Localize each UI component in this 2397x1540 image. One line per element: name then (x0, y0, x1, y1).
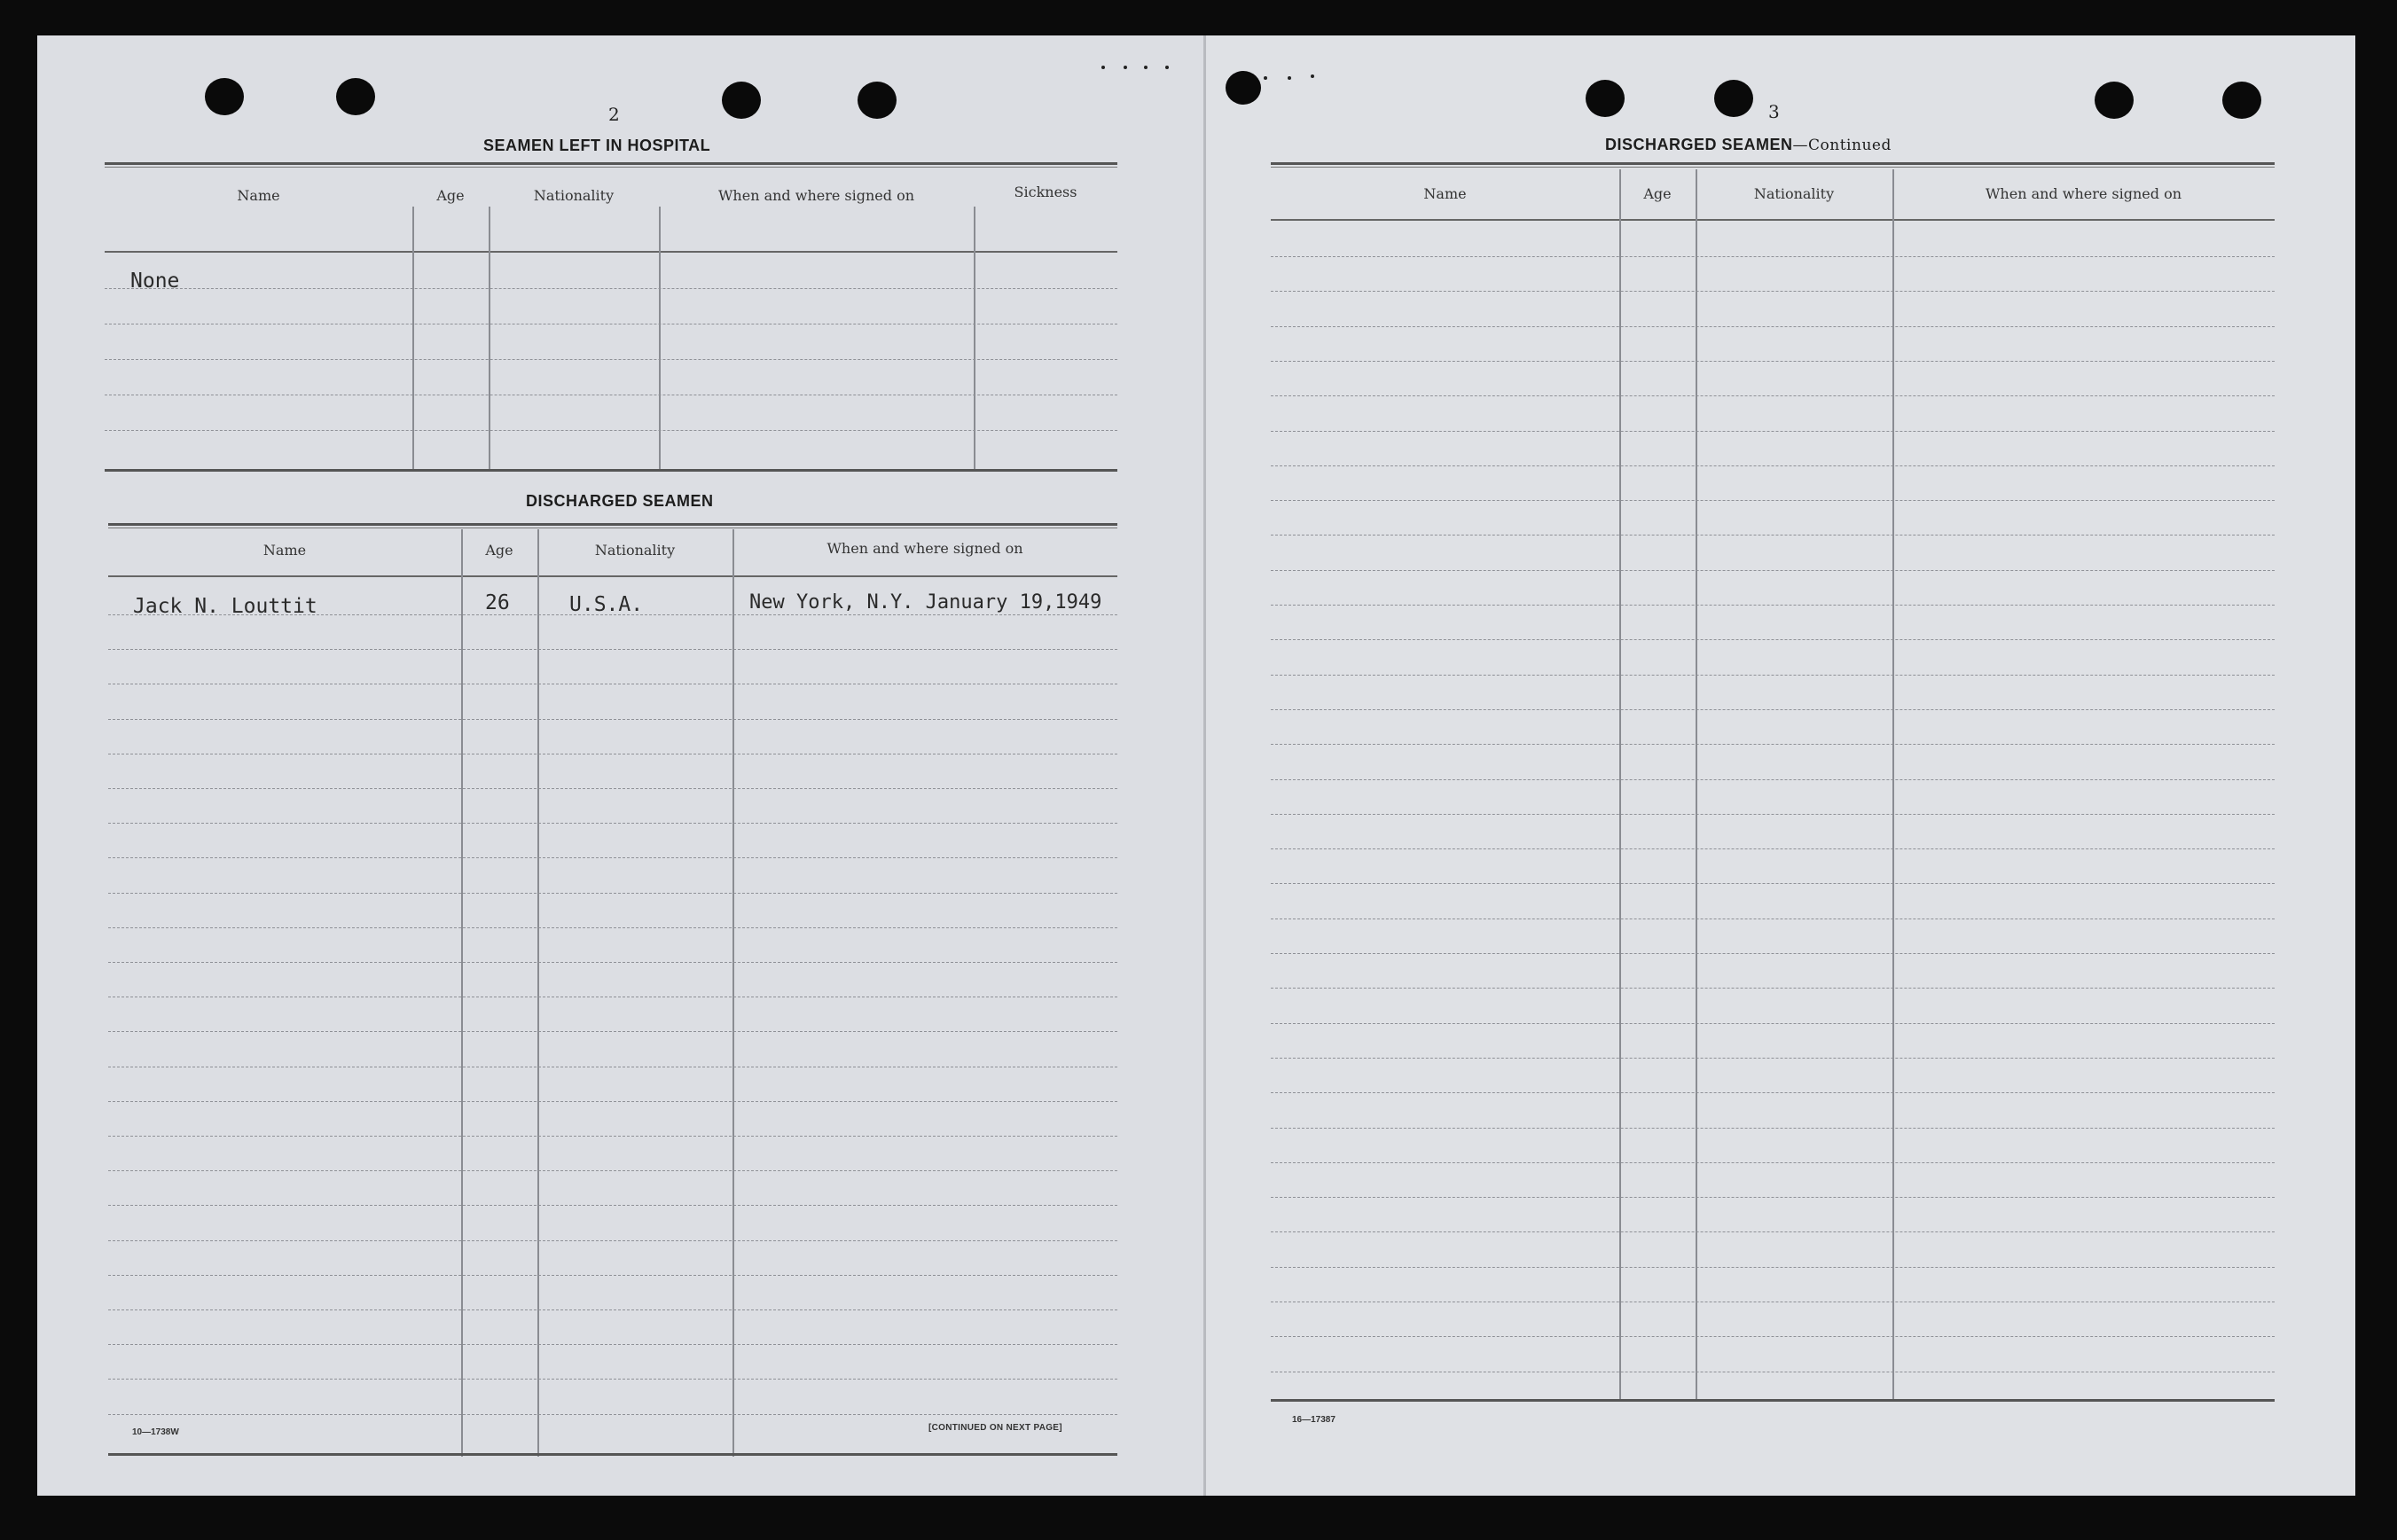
left-page (37, 35, 1203, 1496)
punch-hole (1714, 80, 1753, 117)
punch-hole (722, 82, 761, 119)
column-divider (732, 529, 734, 1457)
row-rule (108, 1309, 1117, 1310)
punch-hole (336, 78, 375, 115)
speck (1101, 66, 1105, 69)
page-number: 3 (1768, 101, 1780, 122)
row-rule (1271, 291, 2275, 292)
punch-hole (1586, 80, 1625, 117)
hospital-row-name: None (130, 270, 180, 293)
table-top-rule (1271, 162, 2275, 165)
continued-note: [CONTINUED ON NEXT PAGE] (928, 1423, 1062, 1433)
punch-hole (2095, 82, 2134, 119)
row-rule (108, 1240, 1117, 1241)
speck (1311, 74, 1314, 78)
row-rule (1271, 814, 2275, 815)
column-divider (1619, 169, 1621, 1402)
form-code: 10—1738W (132, 1427, 179, 1437)
header-rule (108, 575, 1117, 577)
discharged-row-age: 26 (485, 591, 510, 614)
speck (1144, 66, 1148, 69)
title-main: DISCHARGED SEAMEN (1605, 136, 1793, 153)
discharged-section-title: DISCHARGED SEAMEN (526, 492, 714, 510)
column-divider (1696, 169, 1697, 1402)
row-rule (105, 288, 1117, 289)
row-rule (108, 1414, 1117, 1415)
row-rule (108, 927, 1117, 928)
row-rule (108, 823, 1117, 824)
row-rule (108, 1031, 1117, 1032)
page-number: 2 (608, 104, 620, 125)
column-header-name: Name (1423, 185, 1467, 202)
row-rule (1271, 605, 2275, 606)
column-header-age: Age (485, 542, 513, 559)
row-rule (108, 1136, 1117, 1137)
row-rule (1271, 500, 2275, 501)
row-rule (1271, 570, 2275, 571)
row-rule (1271, 1267, 2275, 1268)
row-rule (1271, 361, 2275, 362)
column-header-nationality: Nationality (1753, 185, 1835, 202)
column-header-signed-on: When and where signed on (1985, 185, 2182, 202)
right-page (1206, 35, 2355, 1496)
discharged-continued-table (1271, 162, 2275, 1448)
column-header-name: Name (262, 542, 307, 559)
discharged-row-name: Jack N. Louttit (133, 595, 317, 618)
column-header-age: Age (436, 187, 465, 204)
column-header-nationality: Nationality (594, 542, 676, 559)
column-header-signed-on: When and where signed on (717, 187, 915, 204)
row-rule (1271, 709, 2275, 710)
row-rule (108, 893, 1117, 894)
row-rule (108, 857, 1117, 858)
table-top-rule (105, 162, 1117, 165)
row-rule (105, 430, 1117, 431)
hospital-section-title: SEAMEN LEFT IN HOSPITAL (483, 137, 711, 154)
speck (1264, 76, 1267, 80)
punch-hole (858, 82, 897, 119)
row-rule (1271, 256, 2275, 257)
row-rule (1271, 883, 2275, 884)
row-rule (1271, 675, 2275, 676)
table-top-rule (108, 523, 1117, 526)
punch-hole (1226, 71, 1261, 105)
speck (1165, 66, 1169, 69)
row-rule (1271, 1336, 2275, 1337)
column-header-signed-on: When and where signed on (826, 540, 1023, 557)
punch-hole (205, 78, 244, 115)
table-bottom-rule (1271, 1399, 2275, 1402)
row-rule (108, 1379, 1117, 1380)
row-rule (1271, 431, 2275, 432)
column-divider (1892, 169, 1894, 1402)
row-rule (1271, 1128, 2275, 1129)
hospital-table (105, 162, 1117, 473)
row-rule (1271, 1231, 2275, 1232)
table-bottom-rule (108, 1453, 1117, 1456)
discharged-row-signed-on: New York, N.Y. January 19,1949 (749, 591, 1102, 614)
table-top-rule (105, 167, 1117, 168)
row-rule (108, 719, 1117, 720)
row-rule (108, 1101, 1117, 1102)
row-rule (108, 1275, 1117, 1276)
row-rule (108, 649, 1117, 650)
row-rule (1271, 1023, 2275, 1024)
row-rule (108, 1170, 1117, 1171)
row-rule (1271, 848, 2275, 849)
table-top-rule (1271, 167, 2275, 168)
row-rule (108, 1344, 1117, 1345)
column-divider (537, 529, 539, 1457)
row-rule (1271, 988, 2275, 989)
title-suffix: —Continued (1792, 137, 1892, 154)
discharged-continued-title (1605, 136, 1892, 154)
punch-hole (2222, 82, 2261, 119)
column-divider (461, 529, 463, 1457)
row-rule (1271, 779, 2275, 780)
form-code: 16—17387 (1292, 1415, 1336, 1425)
discharged-table (108, 487, 1117, 1466)
row-rule (1271, 1197, 2275, 1198)
header-rule (1271, 219, 2275, 221)
row-rule (108, 962, 1117, 963)
column-header-age: Age (1643, 185, 1672, 202)
speck (1124, 66, 1127, 69)
row-rule (1271, 395, 2275, 396)
row-rule (108, 788, 1117, 789)
row-rule (1271, 639, 2275, 640)
table-bottom-rule (105, 469, 1117, 472)
row-rule (1271, 1058, 2275, 1059)
row-rule (1271, 465, 2275, 466)
column-header-sickness: Sickness (1014, 184, 1077, 200)
speck (1288, 76, 1291, 80)
row-rule (1271, 744, 2275, 745)
discharged-row-nationality: U.S.A. (569, 593, 644, 616)
row-rule (1271, 953, 2275, 954)
column-header-name: Name (237, 187, 280, 204)
header-rule (105, 251, 1117, 253)
row-rule (1271, 1162, 2275, 1163)
row-rule (1271, 326, 2275, 327)
row-rule (105, 359, 1117, 360)
row-rule (108, 1205, 1117, 1206)
column-header-nationality: Nationality (533, 187, 615, 204)
row-rule (1271, 1092, 2275, 1093)
